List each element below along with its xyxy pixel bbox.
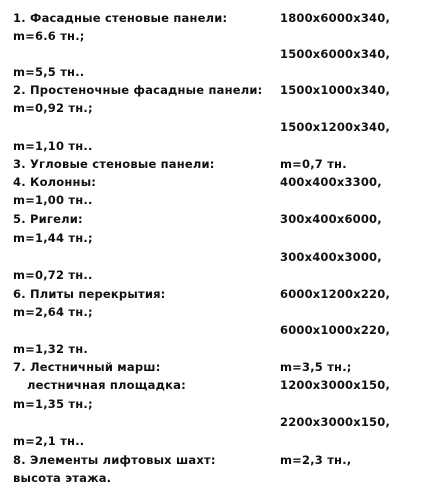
line-left-19: 7. Лестничный марш: <box>13 360 161 374</box>
line-left-12: m=1,44 тн.; <box>13 231 93 245</box>
line-left-24: 8. Элементы лифтовых шахт: <box>13 453 216 467</box>
line-right-6: 1500x1200x340, <box>280 120 391 134</box>
line-right-13: 300x400x3000, <box>280 250 382 264</box>
line-left-4: 2. Простеночные фасадные панели: <box>13 83 263 97</box>
line-right-24: m=2,3 тн., <box>280 453 352 467</box>
line-left-8: 3. Угловые стеновые панели: <box>13 157 215 171</box>
line-right-8: m=0,7 тн. <box>280 157 347 171</box>
line-left-1: m=6.6 тн.; <box>13 29 85 43</box>
line-left-18: m=1,32 тн. <box>13 342 88 356</box>
line-left-23: m=2,1 тн.. <box>13 434 85 448</box>
line-right-4: 1500x1000x340, <box>280 83 391 97</box>
line-right-17: 6000x1000x220, <box>280 323 391 337</box>
line-left-9: 4. Колонны: <box>13 175 97 189</box>
line-left-25: высота этажа. <box>13 471 112 485</box>
line-left-21: m=1,35 тн.; <box>13 397 93 411</box>
line-right-15: 6000x1200x220, <box>280 287 391 301</box>
line-left-16: m=2,64 тн.; <box>13 305 93 319</box>
line-right-2: 1500x6000x340, <box>280 47 391 61</box>
line-left-15: 6. Плиты перекрытия: <box>13 287 166 301</box>
line-left-5: m=0,92 тн.; <box>13 101 93 115</box>
line-right-20: 1200x3000x150, <box>280 378 391 392</box>
line-right-19: m=3,5 тн.; <box>280 360 352 374</box>
line-right-9: 400x400x3300, <box>280 175 382 189</box>
line-left-10: m=1,00 тн.. <box>13 193 93 207</box>
line-left-20: лестничная площадка: <box>27 378 186 392</box>
line-left-14: m=0,72 тн.. <box>13 268 93 282</box>
line-left-3: m=5,5 тн.. <box>13 65 85 79</box>
line-left-0: 1. Фасадные стеновые панели: <box>13 11 228 25</box>
line-right-11: 300x400x6000, <box>280 212 382 226</box>
line-left-11: 5. Ригели: <box>13 212 83 226</box>
line-right-22: 2200x3000x150, <box>280 415 391 429</box>
line-left-7: m=1,10 тн.. <box>13 139 93 153</box>
line-right-0: 1800x6000x340, <box>280 11 391 25</box>
